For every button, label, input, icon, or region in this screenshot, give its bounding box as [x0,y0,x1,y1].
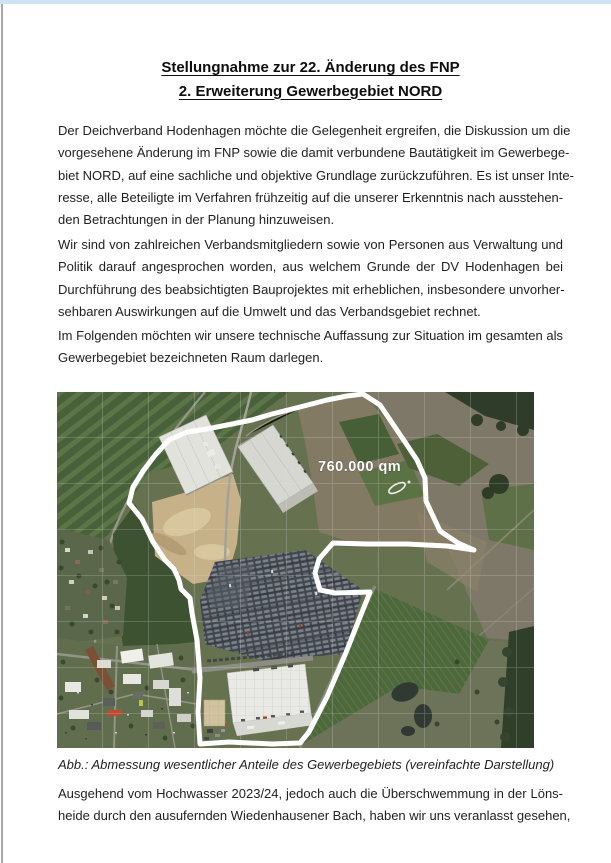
text-line: resse, alle Beteiligte im Verfahren frühzeitig auf die unserer Erkenntnis nach ausstehen- [58,189,564,205]
text-line: Durchführung des beabsichtigten Bauprojektes mit erheblichen, insbesondere unvorher- [58,281,565,297]
text-line: Ausgehend vom Hochwasser 2023/24, jedoch auch die Überschwemmung in der Löns- [58,786,563,801]
text-line: den Betrachtungen in der Planung hinzuweisen. [58,212,335,228]
doc-title [58,56,563,103]
text-line: Im Folgenden möchten wir unsere technische Auffassung zur Situation im gesamten als [58,328,563,343]
map-grid-overlay [57,392,534,748]
aerial-photo [57,392,534,748]
text-line: heide durch den ausufernden Wiedenhausener Bach, haben wir uns veranlasst gesehen, [58,808,571,824]
page-left-edge [1,4,3,863]
text-line: Gewerbegebiet bezeichneten Raum darlegen. [58,350,324,366]
window-top-strip [0,0,611,4]
figure-caption: Abb.: Abmessung wesentlicher Anteile des Gewerbegebiets (vereinfachte Darstellung) [58,757,555,772]
text-line: vorgesehene Änderung im FNP sowie die damit verbundene Bautätigkeit im Gewerbege- [58,145,570,161]
text-line: Politik darauf angesprochen worden, aus welchem Grunde der DV Hodenhagen bei [58,259,563,275]
satellite-figure [57,392,534,748]
paragraph-1 [58,120,574,231]
text-line: biet NORD, auf eine sachliche und objektive Grundlage zurückzuführen. Es ist unser Inte- [58,167,574,183]
paragraph-4 [58,783,571,828]
paragraph-2 [58,234,563,323]
area-label: 760.000 qm [318,459,402,475]
text-line: sehbaren Auswirkungen auf die Umwelt und das Verbandsgebiet rechnet. [58,303,481,319]
paragraph-3 [58,325,563,370]
text-line: Wir sind von zahlreichen Verbandsmitgliedern sowie von Personen aus Verwaltung und [58,237,563,252]
text-line: Der Deichverband Hodenhagen möchte die Gelegenheit ergreifen, die Diskussion um die [58,123,571,138]
doc-title-line2: 2. Erweiterung Gewerbegebiet NORD [178,82,443,100]
doc-title-line1: Stellungnahme zur 22. Änderung des FNP [161,59,460,76]
